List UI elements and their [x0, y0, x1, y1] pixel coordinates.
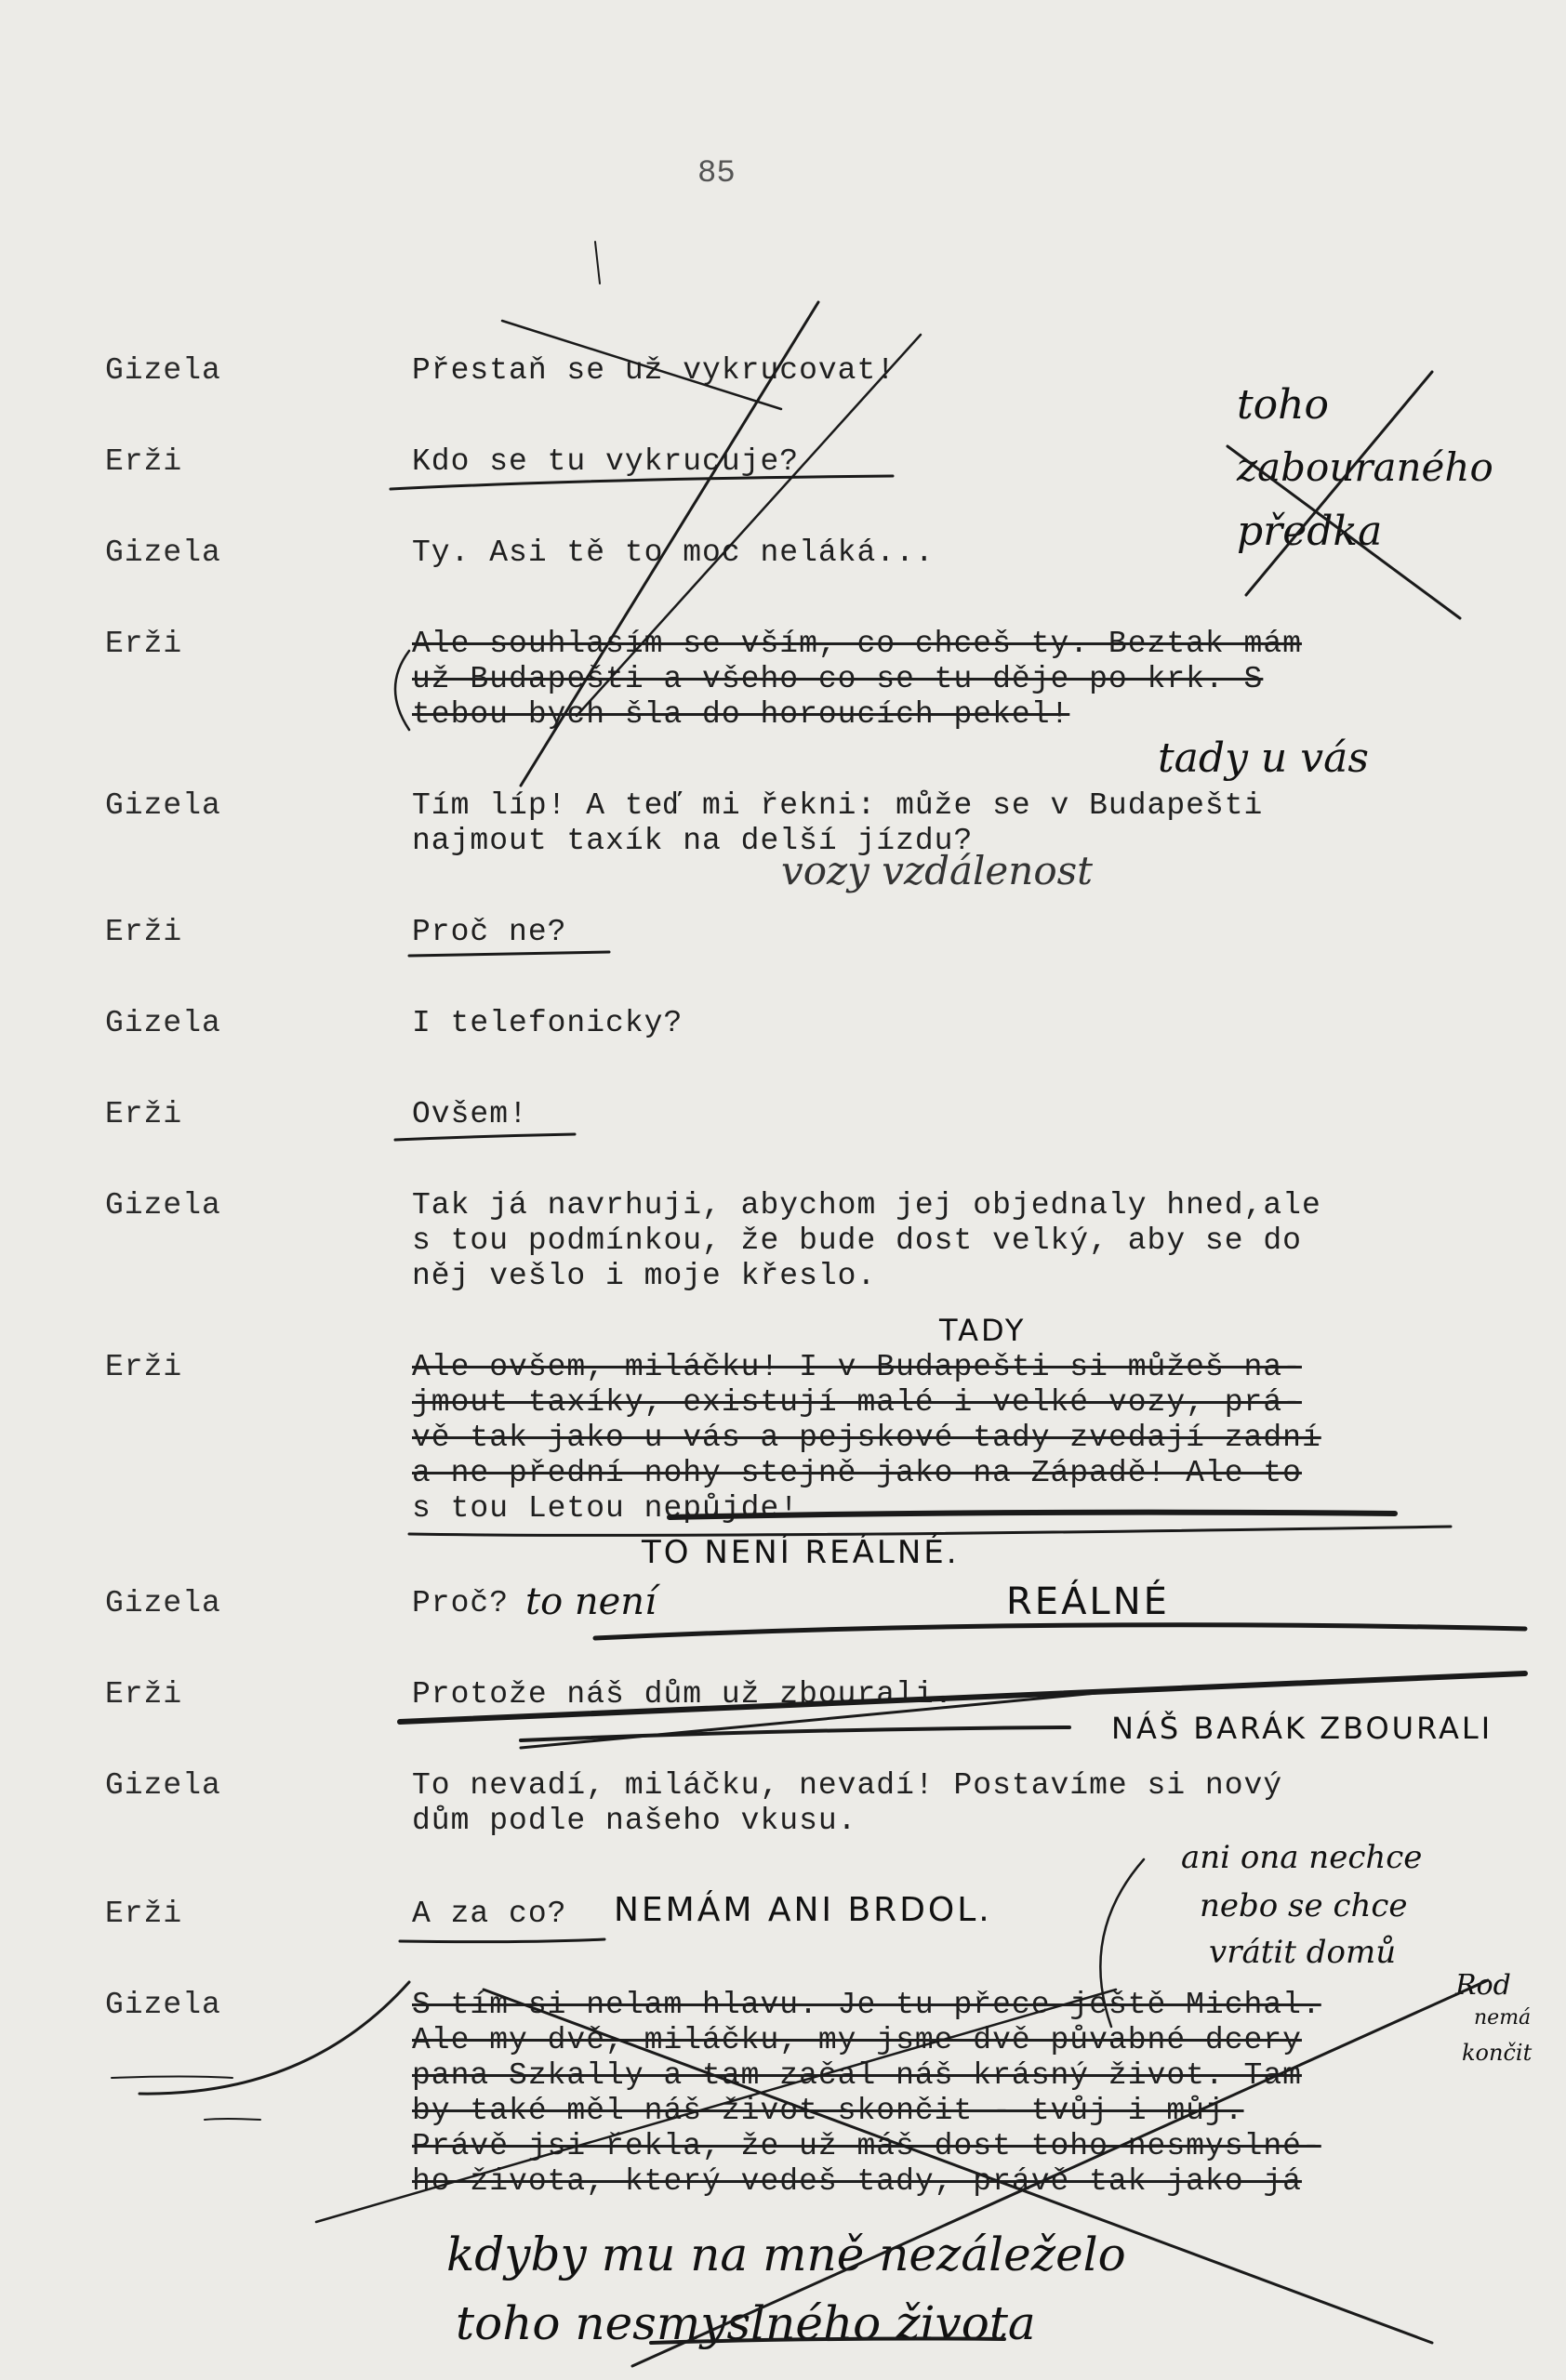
dialogue-line: s tou podmínkou, že bude dost velký, aby se do: [412, 1223, 1302, 1258]
speaker-name: Erži: [105, 1677, 183, 1712]
speaker-name: Erži: [105, 627, 183, 661]
underline-stroke: [400, 1939, 604, 1942]
handwritten-note: TADY: [939, 1313, 1027, 1348]
dialogue-line: Ty. Asi tě to moc neláká...: [412, 536, 935, 570]
underline-stroke: [409, 952, 609, 956]
handwritten-note: končit: [1462, 2040, 1533, 2066]
dialogue-line: Tak já navrhuji, abychom jej objednaly hned,ale: [412, 1188, 1321, 1223]
speaker-name: Erži: [105, 444, 183, 479]
cross-out-stroke: [316, 1990, 1116, 2222]
dialogue-line-struck: vě tak jako u vás a pejskové tady zvedají zadní: [412, 1421, 1321, 1455]
cross-out-stroke: [1246, 372, 1432, 595]
dialogue-line: Kdo se tu vykrucuje?: [412, 444, 800, 479]
cross-out-stroke: [595, 1625, 1525, 1638]
handwritten-note: NEMÁM ANI BRDOL.: [614, 1891, 992, 1929]
cross-out-stroke: [1228, 446, 1460, 618]
dialogue-line-struck: už Budapešti a všeho co se tu děje po krk. S: [412, 662, 1264, 696]
dialogue-line: A za co?: [412, 1897, 567, 1931]
dialogue-line-struck: pana Szkally a tam začal náš krásný život. Tam: [412, 2058, 1302, 2093]
cross-out-stroke: [670, 1513, 1395, 1517]
handwritten-note: NÁŠ BARÁK ZBOURALI: [1111, 1711, 1493, 1746]
dialogue-line: dům podle našeho vkusu.: [412, 1804, 857, 1838]
speaker-name: Erži: [105, 1097, 183, 1131]
dialogue-line-struck: jmout taxíky, existují malé i velké vozy, prá-: [412, 1385, 1302, 1420]
dialogue-line-struck: S tím si nelam hlavu. Je tu přece ještě Michal.: [412, 1988, 1321, 2022]
speaker-name: Erži: [105, 1897, 183, 1931]
speaker-name: Gizela: [105, 1586, 221, 1620]
speaker-name: Gizela: [105, 1188, 221, 1223]
handwritten-note: nebo se chce: [1200, 1887, 1408, 1924]
handwritten-note: nemá: [1474, 2006, 1532, 2030]
bracket-stroke: [1100, 1859, 1144, 2027]
cross-out-stroke: [577, 335, 921, 716]
margin-stroke: [205, 2119, 260, 2120]
dialogue-line: Protože náš dům už zbourali.: [412, 1677, 954, 1712]
speaker-name: Gizela: [105, 788, 221, 823]
speaker-name: Gizela: [105, 1988, 221, 2022]
margin-stroke: [595, 242, 600, 284]
dialogue-line: Přestaň se už vykrucovat!: [412, 353, 896, 388]
dialogue-line: I telefonicky?: [412, 1006, 683, 1040]
handwritten-note: vozy vzdálenost: [781, 848, 1094, 893]
dialogue-line: najmout taxík na delší jízdu?: [412, 824, 974, 858]
dialogue-line: s tou Letou nepůjde!: [412, 1491, 800, 1526]
underline-stroke: [409, 1527, 1451, 1535]
dialogue-line-struck: a ne přední nohy stejně jako na Západě! Ale to: [412, 1456, 1302, 1490]
dialogue-line-struck: Právě jsi řekla, že už máš dost toho nesmyslné-: [412, 2129, 1321, 2163]
handwritten-note: toho: [1237, 381, 1329, 429]
dialogue-line: Proč ne?: [412, 915, 567, 949]
handwritten-note: to není: [525, 1580, 657, 1623]
handwritten-note: zabouraného: [1237, 444, 1493, 490]
dialogue-line: Proč?: [412, 1586, 510, 1620]
cross-out-stroke: [502, 321, 781, 409]
speaker-name: Gizela: [105, 353, 221, 388]
cross-out-stroke: [651, 2339, 1004, 2344]
underline-stroke: [391, 476, 893, 489]
cross-out-stroke: [484, 1990, 1432, 2343]
dialogue-line-struck: Ale souhlasím se vším, co chceš ty. Beztak mám: [412, 627, 1302, 661]
handwritten-note: předka: [1237, 508, 1383, 555]
underline-stroke: [395, 1134, 575, 1140]
dialogue-line-struck: by také měl náš život skončit - tvůj i můj.: [412, 2094, 1244, 2128]
margin-stroke: [112, 2077, 232, 2079]
speaker-name: Erži: [105, 1350, 183, 1384]
cross-out-stroke: [632, 1980, 1488, 2366]
dialogue-line: něj vešlo i moje křeslo.: [412, 1259, 877, 1293]
handwritten-note: vrátit domů: [1209, 1934, 1397, 1971]
handwritten-note: ani ona nechce: [1181, 1839, 1423, 1876]
handwritten-note: TO NENÍ REÁLNÉ.: [642, 1534, 960, 1571]
dialogue-line-struck: Ale ovšem, miláčku! I v Budapešti si můžeš na-: [412, 1350, 1302, 1384]
dialogue-line-struck: tebou bych šla do horoucích pekel!: [412, 697, 1070, 732]
handwritten-note: toho nesmyslného života: [456, 2296, 1036, 2350]
cross-out-stroke: [521, 1727, 1069, 1740]
dialogue-line: To nevadí, miláčku, nevadí! Postavíme si nový: [412, 1768, 1283, 1803]
handwritten-note: REÁLNÉ: [1006, 1580, 1170, 1623]
handwritten-note: tady u vás: [1158, 734, 1369, 782]
dialogue-line: Ovšem!: [412, 1097, 528, 1131]
cross-out-stroke: [521, 1692, 1107, 1748]
dialogue-line-struck: ho života, který vedeš tady, právě tak jako já: [412, 2164, 1302, 2199]
handwritten-note: kdyby mu na mně nezáleželo: [446, 2228, 1126, 2281]
handwritten-note: Rod: [1455, 1969, 1511, 2002]
speaker-name: Erži: [105, 915, 183, 949]
cross-out-stroke: [400, 1673, 1525, 1722]
page-number: 85: [697, 156, 736, 192]
speaker-name: Gizela: [105, 536, 221, 570]
speaker-name: Gizela: [105, 1006, 221, 1040]
dialogue-line: Tím líp! A teď mi řekni: může se v Budapešti: [412, 788, 1264, 823]
dialogue-line-struck: Ale my dvě, miláčku, my jsme dvě půvabné dcery: [412, 2023, 1302, 2057]
speaker-name: Gizela: [105, 1768, 221, 1803]
bracket-stroke: [395, 651, 409, 730]
